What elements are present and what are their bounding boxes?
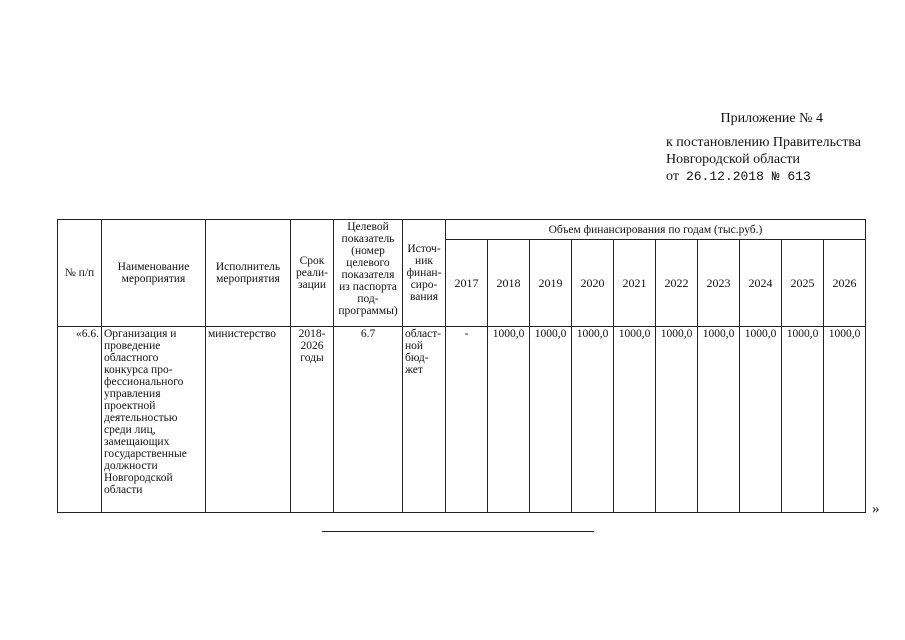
row-name: Организация и проведение областного конкурса про-фессионального управления проектной деятельностью среди лиц, замещающих государственные должности Новгородской области	[102, 327, 206, 513]
header-year: 2023	[698, 240, 740, 327]
row-value: -	[446, 327, 488, 513]
header-num: № п/п	[58, 220, 102, 327]
row-value: 1000,0	[824, 327, 866, 513]
signature-divider	[322, 531, 594, 532]
header-year: 2020	[572, 240, 614, 327]
header-year: 2018	[488, 240, 530, 327]
row-value: 1000,0	[740, 327, 782, 513]
row-num: «6.6.	[58, 327, 102, 513]
row-value: 1000,0	[782, 327, 824, 513]
appendix-line-decree: к постановлению Правительства	[666, 135, 862, 150]
header-year: 2017	[446, 240, 488, 327]
row-value: 1000,0	[698, 327, 740, 513]
header-year: 2026	[824, 240, 866, 327]
closing-quote: »	[872, 501, 880, 517]
appendix-date-prefix: от	[666, 169, 679, 184]
appendix-line-region: Новгородской области	[666, 152, 800, 167]
header-year: 2025	[782, 240, 824, 327]
row-source: област-ной бюд-жет	[403, 327, 446, 513]
header-funding: Объем финансирования по годам (тыс.руб.)	[446, 220, 866, 240]
appendix-block	[666, 110, 896, 185]
row-indicator: 6.7	[334, 327, 403, 513]
header-row-top	[58, 220, 866, 240]
header-name: Наименование мероприятия	[102, 220, 206, 327]
appendix-date	[666, 168, 896, 185]
header-year: 2019	[530, 240, 572, 327]
row-value: 1000,0	[572, 327, 614, 513]
header-year: 2024	[740, 240, 782, 327]
header-term: Срок реали-зации	[291, 220, 334, 327]
row-executor: министерство	[206, 327, 291, 513]
row-value: 1000,0	[656, 327, 698, 513]
header-indicator: Целевой показатель (номер целевого показателя из паспорта под-программы)	[334, 220, 403, 327]
header-year: 2021	[614, 240, 656, 327]
row-value: 1000,0	[614, 327, 656, 513]
header-executor: Исполнитель мероприятия	[206, 220, 291, 327]
appendix-title: Приложение № 4	[720, 111, 823, 126]
table-row	[58, 327, 866, 513]
header-source: Источ-ник финан-сиро-вания	[403, 220, 446, 327]
row-value: 1000,0	[488, 327, 530, 513]
row-term: 2018-2026 годы	[291, 327, 334, 513]
row-value: 1000,0	[530, 327, 572, 513]
header-year: 2022	[656, 240, 698, 327]
appendix-date-value: 26.12.2018 № 613	[685, 169, 811, 184]
activity-table	[57, 219, 866, 513]
